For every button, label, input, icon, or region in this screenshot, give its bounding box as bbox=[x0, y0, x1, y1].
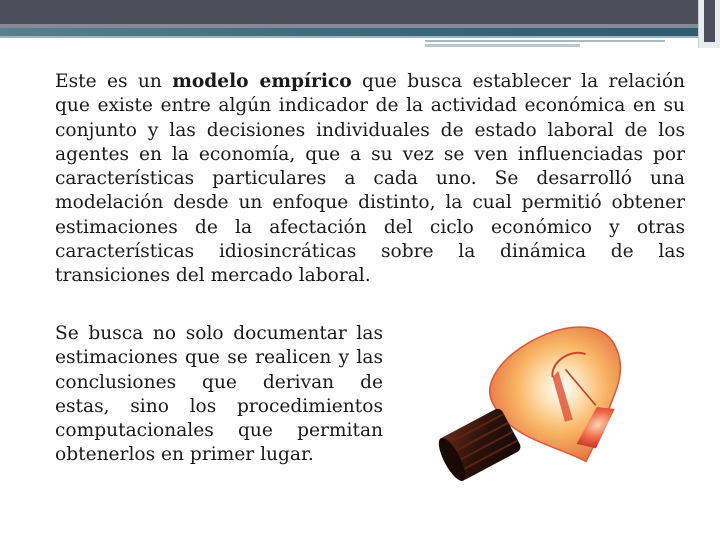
light-bulb-icon bbox=[402, 300, 690, 502]
paragraph-suffix: que busca establecer la relación que existe entre algún indicador de la actividad económica en su conjunto y las decisiones individuales de estado laboral de los agentes en la economía, que a su vez se ven influenciadas por características particulares a cada uno. Se desarrolló una modelación desde un enfoque distinto, la cual permitió obtener estimaciones de la afectación del ciclo económico y otras características idiosincráticas sobre la dinámica de las transiciones del mercado laboral. bbox=[55, 71, 685, 287]
light-bulb-image bbox=[402, 300, 690, 502]
secondary-paragraph: Se busca no solo documentar las estimaciones que se realicen y las conclusiones que derivan de estas, sino los procedimientos computacionales que permitan obtenerlos en primer lugar. bbox=[55, 323, 383, 466]
header-bar bbox=[0, 0, 720, 24]
main-paragraph bbox=[55, 70, 685, 289]
paragraph-bold-term: modelo empírico bbox=[172, 71, 352, 92]
header-stripe-light bbox=[0, 36, 720, 38]
bulb-glass bbox=[476, 307, 657, 487]
header-stripe bbox=[0, 28, 720, 36]
corner-decoration bbox=[698, 0, 720, 48]
header-thin-line-short bbox=[425, 44, 580, 47]
paragraph-prefix: Este es un bbox=[55, 71, 173, 92]
header-thin-line bbox=[425, 40, 665, 42]
